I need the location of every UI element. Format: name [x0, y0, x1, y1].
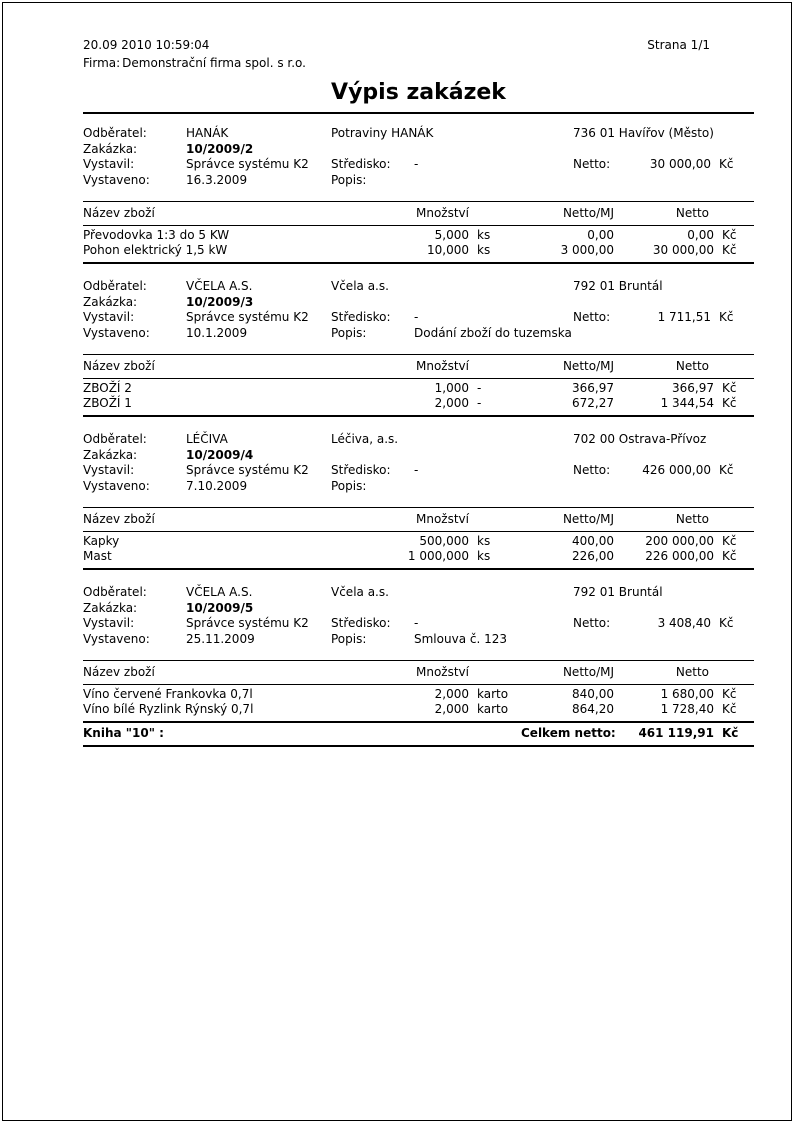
- issued-date: 10.1.2009: [186, 325, 248, 340]
- stredisko-label: Středisko:: [331, 157, 391, 171]
- order-netto-value: 30 000,00: [649, 157, 711, 171]
- order-netto-currency: Kč: [719, 310, 734, 324]
- order-section: [83, 126, 754, 264]
- odberatel-label: Odběratel:: [83, 432, 147, 446]
- items-header-row: [83, 661, 754, 684]
- orders-list: [83, 126, 754, 723]
- order-number: 10/2009/4: [186, 447, 254, 462]
- item-netto: 1 680,00: [660, 687, 714, 701]
- vystavil-label: Vystavil:: [83, 157, 135, 171]
- col-header-quantity: Množství: [416, 359, 469, 373]
- summary-total-value: 461 119,91: [638, 726, 714, 740]
- order-netto-currency: Kč: [719, 616, 734, 630]
- customer-name: Včela a.s.: [331, 585, 389, 599]
- vystavil-label: Vystavil:: [83, 616, 135, 630]
- item-netto: 1 344,54: [660, 396, 714, 410]
- customer-name: Léčiva, a.s.: [331, 432, 399, 446]
- order-netto-currency: Kč: [719, 157, 734, 171]
- item-netto-mj: 226,00: [572, 549, 614, 563]
- item-name: Víno bílé Ryzlink Rýnský 0,7l: [83, 702, 254, 716]
- item-name: Mast: [83, 549, 112, 563]
- summary-bottom-divider: [83, 745, 754, 747]
- order-netto-value: 426 000,00: [642, 463, 711, 477]
- vystaveno-label: Vystaveno:: [83, 631, 150, 646]
- netto-label: Netto:: [573, 616, 611, 630]
- item-unit: ks: [477, 549, 491, 563]
- vystavil-label: Vystavil:: [83, 463, 135, 477]
- order-info: [83, 432, 754, 494]
- stredisko-value: -: [414, 310, 419, 324]
- item-netto-mj: 3 000,00: [560, 243, 614, 257]
- customer-code: VČELA A.S.: [186, 279, 253, 293]
- item-quantity: 500,000: [419, 534, 469, 548]
- netto-label: Netto:: [573, 310, 611, 324]
- order-number: 10/2009/3: [186, 294, 254, 309]
- stredisko-value: -: [414, 157, 419, 171]
- item-currency: Kč: [722, 702, 737, 716]
- col-header-name: Název zboží: [83, 512, 155, 526]
- issued-by: Správce systému K2: [186, 310, 309, 324]
- customer-address: 792 01 Bruntál: [573, 279, 663, 293]
- vystaveno-label: Vystaveno:: [83, 478, 150, 493]
- item-rows: [83, 685, 754, 721]
- item-quantity: 2,000: [434, 687, 469, 701]
- items-table: [83, 507, 754, 570]
- item-currency: Kč: [722, 534, 737, 548]
- order-info: [83, 126, 754, 188]
- items-table: [83, 201, 754, 264]
- popis-label: Popis:: [331, 631, 367, 646]
- item-unit: -: [477, 396, 482, 410]
- summary-book-label: Kniha "10" :: [83, 726, 164, 740]
- zakazka-label: Zakázka:: [83, 447, 138, 462]
- netto-label: Netto:: [573, 157, 611, 171]
- netto-label: Netto:: [573, 463, 611, 477]
- issued-by: Správce systému K2: [186, 157, 309, 171]
- items-table: [83, 660, 754, 723]
- odberatel-label: Odběratel:: [83, 585, 147, 599]
- item-name: Víno červené Frankovka 0,7l: [83, 687, 253, 701]
- order-section: [83, 279, 754, 417]
- item-netto: 1 728,40: [660, 702, 714, 716]
- items-header-row: [83, 355, 754, 378]
- order-netto-value: 1 711,51: [657, 310, 711, 324]
- item-unit: ks: [477, 243, 491, 257]
- item-unit: karto: [477, 687, 509, 701]
- vystavil-label: Vystavil:: [83, 310, 135, 324]
- page-header: [83, 38, 754, 53]
- item-name: Kapky: [83, 534, 120, 548]
- vystaveno-label: Vystaveno:: [83, 172, 150, 187]
- order-number: 10/2009/5: [186, 600, 254, 615]
- item-netto: 226 000,00: [645, 549, 714, 563]
- item-quantity: 1,000: [434, 381, 469, 395]
- zakazka-label: Zakázka:: [83, 600, 138, 615]
- items-header-row: [83, 508, 754, 531]
- item-quantity: 5,000: [434, 228, 469, 242]
- order-section: [83, 432, 754, 570]
- order-info: [83, 585, 754, 647]
- customer-code: LÉČIVA: [186, 432, 228, 446]
- col-header-netto-mj: Netto/MJ: [562, 206, 614, 220]
- stredisko-label: Středisko:: [331, 616, 391, 630]
- vystaveno-label: Vystaveno:: [83, 325, 150, 340]
- page-number: Strana 1/1: [647, 38, 710, 52]
- item-netto: 200 000,00: [645, 534, 714, 548]
- item-currency: Kč: [722, 381, 737, 395]
- zakazka-label: Zakázka:: [83, 141, 138, 156]
- customer-code: HANÁK: [186, 126, 229, 140]
- item-unit: -: [477, 381, 482, 395]
- stredisko-label: Středisko:: [331, 310, 391, 324]
- col-header-name: Název zboží: [83, 206, 155, 220]
- customer-name: Včela a.s.: [331, 279, 389, 293]
- item-netto: 366,97: [672, 381, 714, 395]
- report-title: Výpis zakázek: [331, 80, 506, 105]
- col-header-netto: Netto: [675, 665, 709, 679]
- item-netto-mj: 864,20: [572, 702, 614, 716]
- firm-label: Firma:: [83, 56, 121, 70]
- col-header-netto-mj: Netto/MJ: [562, 512, 614, 526]
- issued-date: 16.3.2009: [186, 172, 248, 187]
- item-name: Převodovka 1:3 do 5 KW: [83, 228, 230, 242]
- odberatel-label: Odběratel:: [83, 126, 147, 140]
- popis-value: Dodání zboží do tuzemska: [414, 325, 572, 340]
- item-quantity: 10,000: [427, 243, 469, 257]
- popis-label: Popis:: [331, 172, 367, 187]
- col-header-netto: Netto: [675, 512, 709, 526]
- col-header-netto: Netto: [675, 206, 709, 220]
- issued-by: Správce systému K2: [186, 463, 309, 477]
- item-currency: Kč: [722, 243, 737, 257]
- item-unit: ks: [477, 534, 491, 548]
- order-number: 10/2009/2: [186, 141, 254, 156]
- summary-total-label: Celkem netto:: [521, 726, 616, 740]
- items-table: [83, 354, 754, 417]
- stredisko-label: Středisko:: [331, 463, 391, 477]
- item-name: Pohon elektrický 1,5 kW: [83, 243, 228, 257]
- col-header-name: Název zboží: [83, 665, 155, 679]
- item-currency: Kč: [722, 396, 737, 410]
- item-unit: ks: [477, 228, 491, 242]
- firm-value: Demonstrační firma spol. s r.o.: [122, 56, 306, 70]
- summary-row: [83, 723, 754, 745]
- item-quantity: 2,000: [434, 702, 469, 716]
- customer-code: VČELA A.S.: [186, 585, 253, 599]
- firm-row: [83, 56, 754, 71]
- issued-by: Správce systému K2: [186, 616, 309, 630]
- stredisko-value: -: [414, 616, 419, 630]
- summary-currency: Kč: [722, 726, 739, 740]
- item-netto: 30 000,00: [652, 243, 714, 257]
- order-netto-value: 3 408,40: [657, 616, 711, 630]
- item-netto-mj: 400,00: [572, 534, 614, 548]
- item-quantity: 2,000: [434, 396, 469, 410]
- report-content: [83, 3, 754, 747]
- col-header-netto: Netto: [675, 359, 709, 373]
- customer-name: Potraviny HANÁK: [331, 126, 434, 140]
- popis-label: Popis:: [331, 325, 367, 340]
- item-currency: Kč: [722, 687, 737, 701]
- item-currency: Kč: [722, 549, 737, 563]
- order-section: [83, 585, 754, 723]
- items-bottom-divider: [83, 568, 754, 570]
- item-netto-mj: 672,27: [572, 396, 614, 410]
- item-name: ZBOŽÍ 2: [83, 381, 132, 395]
- item-netto-mj: 0,00: [587, 228, 614, 242]
- items-bottom-divider: [83, 415, 754, 417]
- issued-date: 25.11.2009: [186, 631, 255, 646]
- zakazka-label: Zakázka:: [83, 294, 138, 309]
- item-rows: [83, 379, 754, 415]
- popis-value: Smlouva č. 123: [414, 631, 507, 646]
- issued-date: 7.10.2009: [186, 478, 248, 493]
- title-divider: [83, 112, 754, 114]
- item-rows: [83, 226, 754, 262]
- customer-address: 792 01 Bruntál: [573, 585, 663, 599]
- order-info: [83, 279, 754, 341]
- item-name: ZBOŽÍ 1: [83, 396, 132, 410]
- report-datetime: 20.09 2010 10:59:04: [83, 38, 210, 52]
- col-header-name: Název zboží: [83, 359, 155, 373]
- col-header-netto-mj: Netto/MJ: [562, 359, 614, 373]
- col-header-quantity: Množství: [416, 206, 469, 220]
- odberatel-label: Odběratel:: [83, 279, 147, 293]
- order-netto-currency: Kč: [719, 463, 734, 477]
- item-quantity: 1 000,000: [407, 549, 469, 563]
- customer-address: 736 01 Havířov (Město): [573, 126, 714, 140]
- popis-label: Popis:: [331, 478, 367, 493]
- item-currency: Kč: [722, 228, 737, 242]
- customer-address: 702 00 Ostrava-Přívoz: [573, 432, 707, 446]
- items-bottom-divider: [83, 262, 754, 264]
- stredisko-value: -: [414, 463, 419, 477]
- report-page: [2, 2, 792, 1121]
- col-header-quantity: Množství: [416, 665, 469, 679]
- col-header-netto-mj: Netto/MJ: [562, 665, 614, 679]
- items-header-row: [83, 202, 754, 225]
- item-netto-mj: 366,97: [572, 381, 614, 395]
- item-unit: karto: [477, 702, 509, 716]
- popis-value: [414, 173, 626, 189]
- item-rows: [83, 532, 754, 568]
- item-netto-mj: 840,00: [572, 687, 614, 701]
- col-header-quantity: Množství: [416, 512, 469, 526]
- popis-value: [414, 479, 626, 495]
- item-netto: 0,00: [687, 228, 714, 242]
